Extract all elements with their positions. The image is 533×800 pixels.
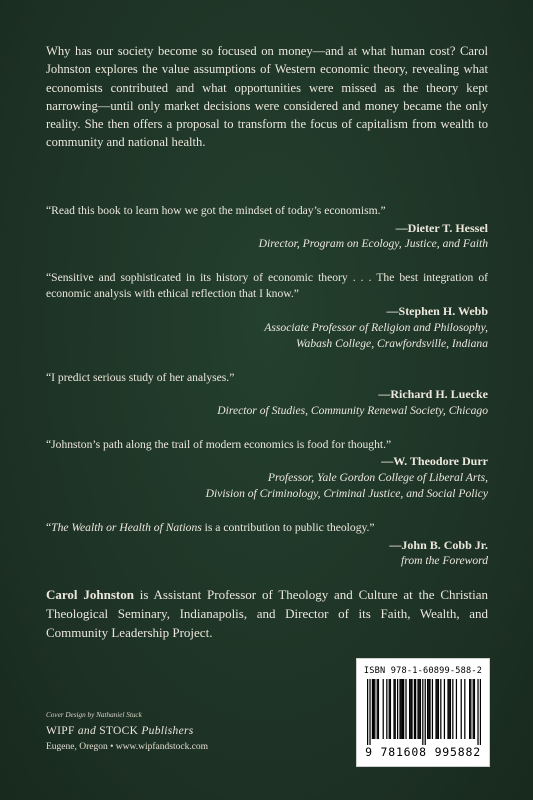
endorsement-4 (46, 437, 488, 503)
barcode-bar (461, 679, 462, 739)
barcode-bar (438, 679, 439, 739)
barcode-bar (437, 679, 438, 739)
barcode-bar (410, 679, 411, 739)
endorsement-affiliation-line2: Division of Criminology, Criminal Justice, and Social Policy (205, 487, 488, 501)
barcode-bar (456, 679, 457, 739)
barcode-bar (390, 679, 391, 739)
endorsement-3 (46, 370, 488, 420)
barcode-bar (464, 679, 465, 739)
barcode-bar (414, 679, 415, 739)
publisher-name (46, 725, 194, 737)
barcode-bar (435, 679, 436, 739)
endorsement-author: —W. Theodore Durr (381, 454, 488, 469)
barcode-bar (452, 679, 453, 739)
barcode-bar (383, 679, 384, 739)
barcode-bar (480, 679, 481, 745)
barcode-bar (419, 679, 420, 739)
barcode-bar (409, 679, 410, 739)
back-cover-blurb: Why has our society become so focused on money—and at what human cost? Carol Johnston explores the value assumptions of Western economic theory, revealing what economists contributed and what opportunities were missed as the theory kept narrowing—until only market decisions were considered and money became the only reality. She then offers a proposal to transform the focus of capitalism from wealth to community and national health. (46, 44, 488, 150)
barcode-bar (369, 679, 370, 745)
barcode-bars (367, 679, 481, 745)
barcode-bar (389, 679, 390, 739)
barcode-bar (393, 679, 394, 739)
barcode-bar (386, 679, 387, 739)
barcode-bar (477, 679, 478, 745)
isbn-barcode (356, 658, 490, 767)
barcode-bar (397, 679, 398, 739)
endorsement-1 (46, 203, 488, 253)
endorsement-affiliation: from the Foreword (401, 554, 488, 568)
barcode-bar (444, 679, 445, 739)
endorsement-author: —Richard H. Luecke (378, 387, 488, 402)
author-bio (46, 585, 488, 642)
endorsement-author: —Stephen H. Webb (386, 303, 488, 318)
author-name: Carol Johnston (46, 587, 134, 602)
barcode-bar (450, 679, 451, 739)
endorsement-affiliation: Professor, Yale Gordon College of Liberal Arts, (267, 470, 488, 484)
endorsement-text: “Johnston’s path along the trail of modern economics is food for thought.” (46, 437, 392, 451)
barcode-bar (378, 679, 379, 739)
barcode-bar (401, 679, 402, 739)
barcode-bar (449, 679, 450, 739)
barcode-bar (405, 679, 406, 739)
barcode-bar (429, 679, 430, 739)
barcode-bar (411, 679, 412, 739)
barcode-bar (470, 679, 471, 739)
publisher-name-part: and (77, 725, 97, 737)
barcode-bar (420, 679, 421, 739)
barcode-bar (403, 679, 404, 739)
barcode-bar (367, 679, 368, 745)
barcode-number: 9 781608 995882 (365, 745, 481, 759)
barcode-bar (415, 679, 416, 739)
barcode-bar (417, 679, 418, 739)
endorsement-affiliation: Director, Program on Ecology, Justice, and Faith (258, 237, 488, 251)
endorsement-text: “Read this book to learn how we got the mindset of today’s economism.” (46, 204, 386, 217)
barcode-bar (469, 679, 470, 739)
barcode-bar (373, 679, 374, 739)
barcode-bar (474, 679, 475, 739)
endorsement-text-rest: is a contribution to public theology.” (201, 520, 375, 534)
barcode-bar (427, 679, 428, 739)
barcode-bar (473, 679, 474, 739)
publisher-name-part: STOCK (96, 725, 142, 737)
endorsement-2 (46, 270, 488, 353)
endorsement-5 (46, 520, 488, 570)
publisher-name-part: WIPF (46, 725, 78, 737)
barcode-bar (399, 679, 400, 739)
cover-design-credit: Cover Design by Nathaniel Stuck (46, 711, 142, 719)
endorsement-affiliation-line2: Wabash College, Crawfordsville, Indiana (295, 337, 488, 351)
endorsement-author: —John B. Cobb Jr. (389, 537, 488, 552)
endorsement-text (46, 520, 488, 537)
endorsement-affiliation: Director of Studies, Community Renewal Society, Chicago (217, 403, 488, 417)
open-quote: “ (46, 520, 52, 534)
author-bio-text: is Assistant Professor of Theology and Culture at the Christian Theological Seminary, Indianapolis, and Director of its Faith, Wealth, and Community Leadership Project. (46, 587, 488, 640)
barcode-bar (377, 679, 378, 739)
isbn-label: ISBN 978-1-60899-588-2 (363, 666, 483, 676)
barcode-bar (374, 679, 375, 739)
endorsement-affiliation: Associate Professor of Religion and Philosophy, (264, 320, 488, 334)
endorsement-author: —Dieter T. Hessel (395, 220, 488, 235)
barcode-bar (440, 679, 441, 739)
barcode-bar (432, 679, 433, 739)
barcode-bar (428, 679, 429, 739)
publisher-name-part: Publishers (141, 725, 194, 737)
barcode-bar (395, 679, 396, 739)
endorsement-text: “Sensitive and sophisticated in its history of economic theory . . . The best integration of economic analysis with ethical reflection that I know.” (46, 270, 488, 301)
barcode-bar (447, 679, 448, 739)
barcode-bar (372, 679, 373, 739)
barcode-bar (422, 679, 423, 745)
endorsement-text: “I predict serious study of her analyses.” (46, 370, 235, 384)
barcode-bar (425, 679, 426, 745)
publisher-location: Eugene, Oregon • www.wipfandstock.com (46, 742, 209, 752)
endorsements (46, 203, 488, 587)
barcode-bar (402, 679, 403, 739)
book-title: The Wealth or Health of Nations (51, 520, 202, 534)
